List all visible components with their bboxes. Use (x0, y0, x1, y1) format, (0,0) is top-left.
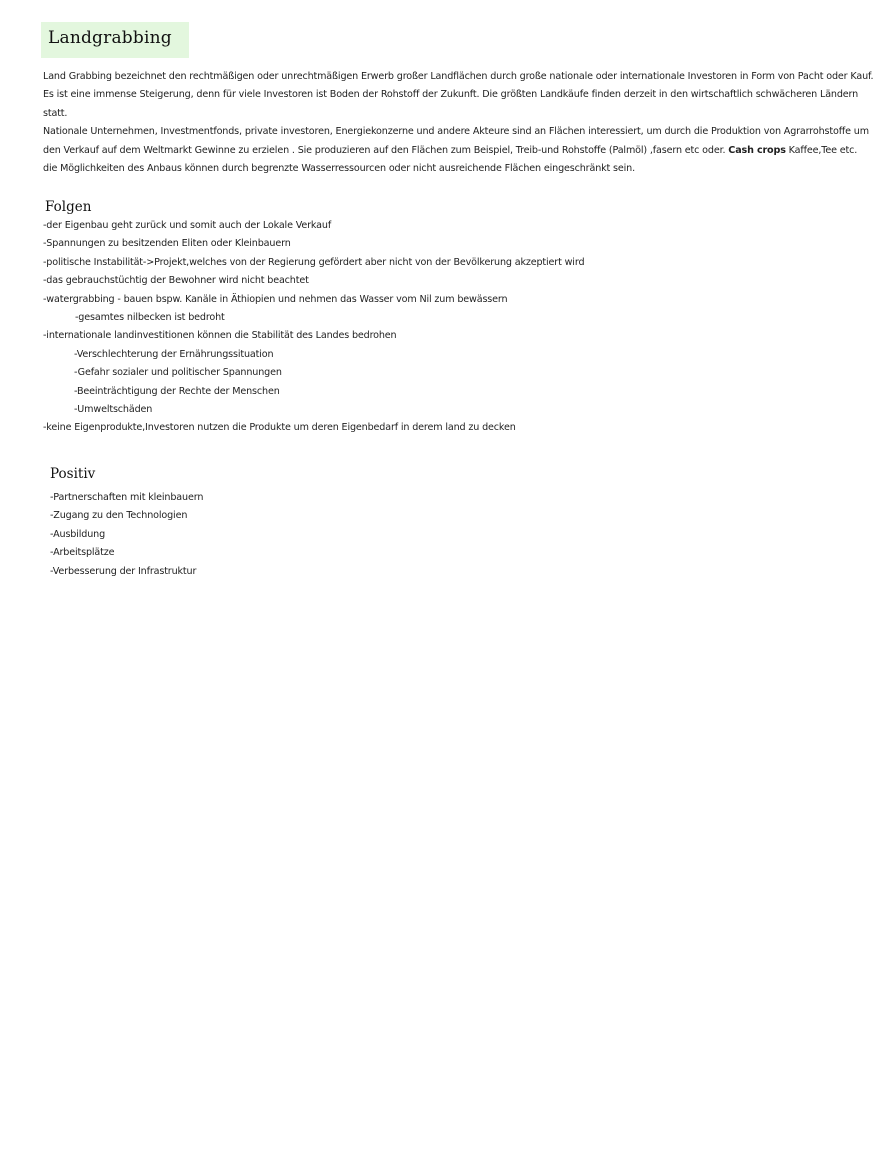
intro-line: Nationale Unternehmen, Investmentfonds, private investoren, Energiekonzerne und andere Akteure sind an Flächen interessiert, um durch die Produktion von Agrarrohstoffe um (43, 126, 869, 138)
positiv-heading: Positiv (50, 466, 96, 482)
intro-line (43, 142, 858, 160)
cash-crops-bold: Cash crops (728, 144, 786, 156)
list-item: -Partnerschaften mit kleinbauern (50, 492, 204, 503)
list-item: -das gebrauchstüchtig der Bewohner wird nicht beachtet (43, 275, 309, 287)
intro-paragraph (43, 68, 873, 178)
folgen-list (43, 217, 584, 438)
list-item: -Arbeitsplätze (50, 547, 115, 559)
list-item: -Ausbildung (50, 528, 106, 540)
intro-line: die Möglichkeiten des Anbaus können durch begrenzte Wasserressourcen oder nicht ausreichende Flächen eingeschränkt sein. (43, 163, 635, 175)
list-item: -politische Instabilität->Projekt,welches von der Regierung gefördert aber nicht von der Bevölkerung akzeptiert wird (43, 256, 585, 268)
page-title: Landgrabbing (48, 28, 172, 48)
folgen-heading: Folgen (45, 199, 92, 215)
intro-text: den Verkauf auf dem Weltmarkt Gewinne zu erzielen . Sie produzieren auf den Flächen zum Beispiel, Treib-und Rohstoffe (Palmöl) ,fasern etc oder. (43, 144, 729, 156)
list-subitem: -Verschlechterung der Ernährungssituation (74, 348, 274, 360)
list-item: -Zugang zu den Technologien (50, 510, 188, 522)
intro-line: statt. (43, 107, 68, 119)
list-item: -watergrabbing - bauen bspw. Kanäle in Äthiopien und nehmen das Wasser vom Nil zum bewässern (43, 293, 508, 305)
positiv-list (50, 489, 203, 581)
title-highlight (41, 22, 189, 58)
list-subitem: -gesamtes nilbecken ist bedroht (75, 311, 225, 323)
list-subitem: -Umweltschäden (74, 403, 153, 415)
list-item: -Verbesserung der Infrastruktur (50, 565, 197, 577)
list-subitem: -Gefahr sozialer und politischer Spannungen (74, 367, 282, 379)
list-item: -keine Eigenprodukte,Investoren nutzen die Produkte um deren Eigenbedarf in derem land zu decken (43, 422, 516, 434)
list-item: -der Eigenbau geht zurück und somit auch der Lokale Verkauf (43, 220, 332, 231)
intro-line: Es ist eine immense Steigerung, denn für viele Investoren ist Boden der Rohstoff der Zukunft. Die größten Landkäufe finden derzeit in den wirtschaftlich schwächeren Ländern (43, 89, 859, 101)
list-item: -internationale landinvestitionen können die Stabilität des Landes bedrohen (43, 330, 397, 342)
intro-text: Kaffee,Tee etc. (785, 144, 858, 156)
intro-line: Land Grabbing bezeichnet den rechtmäßigen oder unrechtmäßigen Erwerb großer Landflächen durch große nationale oder internationale Investoren in Form von Pacht oder Kauf. (43, 71, 873, 82)
list-subitem: -Beeinträchtigung der Rechte der Menschen (74, 385, 280, 397)
list-item: -Spannungen zu besitzenden Eliten oder Kleinbauern (43, 238, 291, 250)
